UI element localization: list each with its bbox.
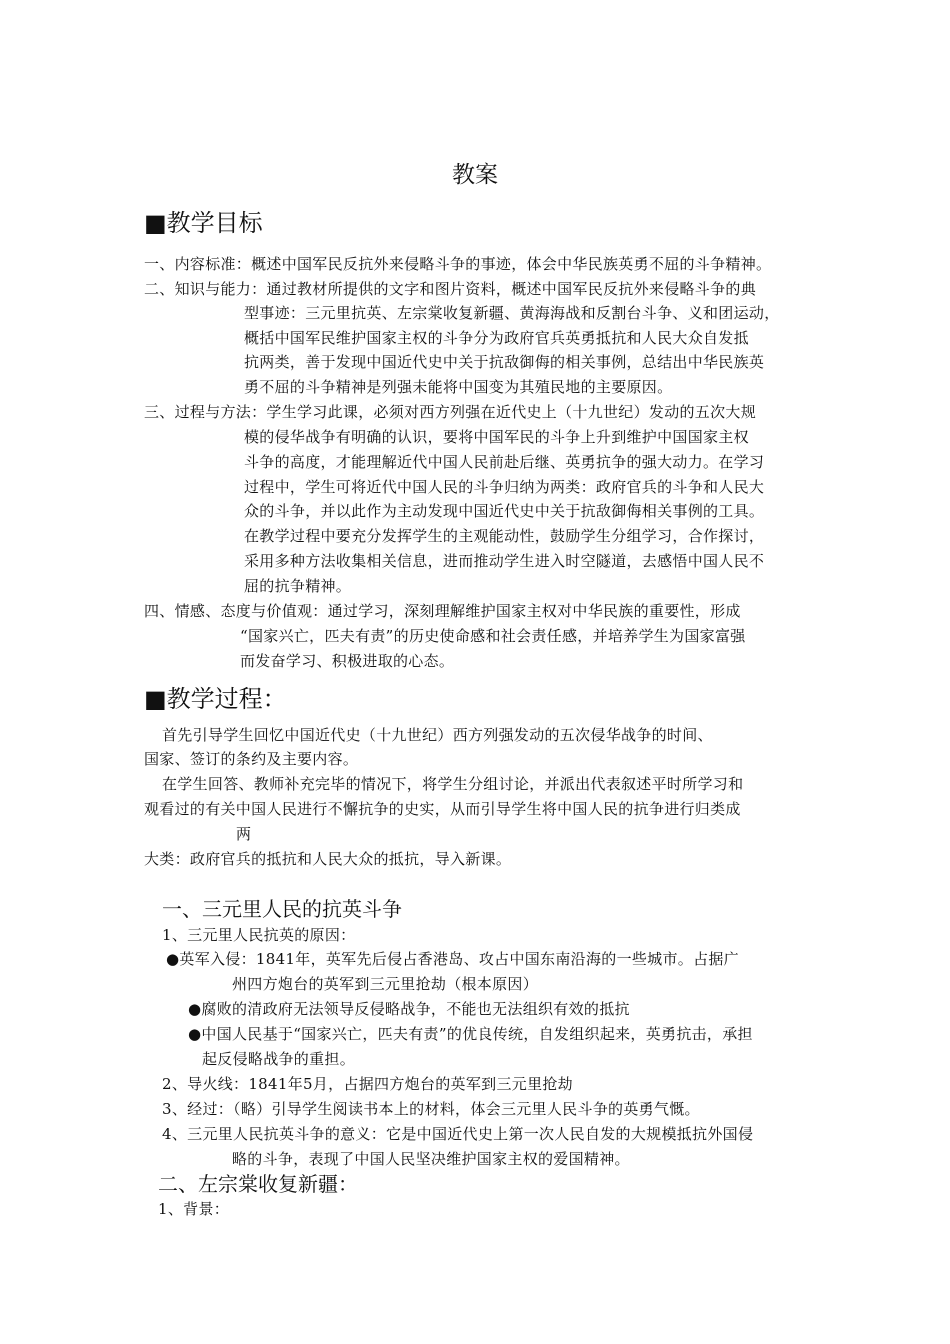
section-item-continuation: 略的斗争，表现了中国人民坚决维护国家主权的爱国精神。 bbox=[232, 1150, 630, 1168]
objective-process-line: 在教学过程中要充分发挥学生的主观能动性，鼓励学生分组学习，合作探讨， bbox=[244, 527, 765, 545]
objective-knowledge-line: 二、知识与能力：通过教材所提供的文字和图片资料，概述中国军民反抗外来侵略斗争的典 bbox=[144, 280, 757, 298]
process-paragraph-line: 两 bbox=[236, 825, 252, 843]
objective-knowledge-line: 勇不屈的斗争精神是列强未能将中国变为其殖民地的主要原因。 bbox=[244, 378, 673, 396]
objective-process-line: 模的侵华战争有明确的认识，要将中国军民的斗争上升到维护中国国家主权 bbox=[244, 428, 749, 446]
bullet-item: ●英军入侵：1841年，英军先后侵占香港岛、攻占中国东南沿海的一些城市。占据广 bbox=[166, 950, 739, 968]
section-heading-zuozongtang: 二、左宗棠收复新疆： bbox=[158, 1172, 358, 1196]
objective-process-line: 采用多种方法收集相关信息，进而推动学生进入时空隧道，去感悟中国人民不 bbox=[244, 552, 765, 570]
document-title: 教案 bbox=[452, 162, 498, 188]
section-item: 3、经过：（略）引导学生阅读书本上的材料，体会三元里人民斗争的英勇气慨。 bbox=[162, 1100, 700, 1118]
section-heading-sanyuanli: 一、三元里人民的抗英斗争 bbox=[162, 897, 402, 921]
process-paragraph-line: 大类：政府官兵的抵抗和人民大众的抵抗，导入新课。 bbox=[144, 850, 512, 868]
bullet-item: ●中国人民基于“国家兴亡，匹夫有责”的优良传统，自发组织起来，英勇抗击，承担 bbox=[188, 1025, 753, 1043]
bullet-item: ●腐败的清政府无法领导反侵略战争，不能也无法组织有效的抵抗 bbox=[188, 1000, 630, 1018]
objective-knowledge-line: 抗两类，善于发现中国近代史中关于抗敌御侮的相关事例，总结出中华民族英 bbox=[244, 353, 765, 371]
objective-knowledge-line: 概括中国军民维护国家主权的斗争分为政府官兵英勇抵抗和人民大众自发抵 bbox=[244, 329, 749, 347]
process-paragraph-line: 国家、签订的条约及主要内容。 bbox=[144, 750, 359, 768]
objective-content-standard: 一、内容标准：概述中国军民反抗外来侵略斗争的事迹，体会中华民族英勇不屈的斗争精神。 bbox=[144, 255, 772, 273]
objective-knowledge-line: 型事迹：三元里抗英、左宗棠收复新疆、黄海海战和反割台斗争、义和团运动， bbox=[244, 304, 780, 322]
process-paragraph-line: 观看过的有关中国人民进行不懈抗争的史实，从而引导学生将中国人民的抗争进行归类成 bbox=[144, 800, 741, 818]
objective-process-line: 屈的抗争精神。 bbox=[244, 577, 352, 595]
objective-attitude-line: “国家兴亡，匹夫有责”的历史使命感和社会责任感，并培养学生为国家富强 bbox=[240, 627, 746, 645]
section-item: 4、三元里人民抗英斗争的意义：它是中国近代史上第一次人民自发的大规模抵抗外国侵 bbox=[162, 1125, 754, 1143]
objective-process-line: 众的斗争，并以此作为主动发现中国近代史中关于抗敌御侮相关事例的工具。 bbox=[244, 502, 765, 520]
process-heading: ■教学过程： bbox=[144, 685, 287, 713]
bullet-item-continuation: 州四方炮台的英军到三元里抢劫（根本原因） bbox=[232, 975, 539, 993]
objective-process-line: 三、过程与方法：学生学习此课，必须对西方列强在近代史上（十九世纪）发动的五次大规 bbox=[144, 403, 757, 421]
section-item: 1、背景： bbox=[158, 1200, 230, 1218]
objective-process-line: 斗争的高度，才能理解近代中国人民前赴后继、英勇抗争的强大动力。在学习 bbox=[244, 453, 765, 471]
objectives-heading: ■教学目标 bbox=[144, 209, 263, 237]
objective-process-line: 过程中，学生可将近代中国人民的斗争归纳为两类：政府官兵的斗争和人民大 bbox=[244, 478, 765, 496]
section-item: 2、导火线：1841年5月，占据四方炮台的英军到三元里抢劫 bbox=[162, 1075, 573, 1093]
objective-attitude-line: 而发奋学习、积极进取的心态。 bbox=[240, 652, 455, 670]
section-item: 1、三元里人民抗英的原因： bbox=[162, 926, 356, 944]
objective-attitude-line: 四、情感、态度与价值观：通过学习，深刻理解维护国家主权对中华民族的重要性，形成 bbox=[144, 602, 741, 620]
process-paragraph-line: 在学生回答、教师补充完毕的情况下，将学生分组讨论，并派出代表叙述平时所学习和 bbox=[162, 775, 744, 793]
process-paragraph-line: 首先引导学生回忆中国近代史（十九世纪）西方列强发动的五次侵华战争的时间、 bbox=[162, 726, 713, 744]
bullet-item-continuation: 起反侵略战争的重担。 bbox=[202, 1050, 356, 1068]
